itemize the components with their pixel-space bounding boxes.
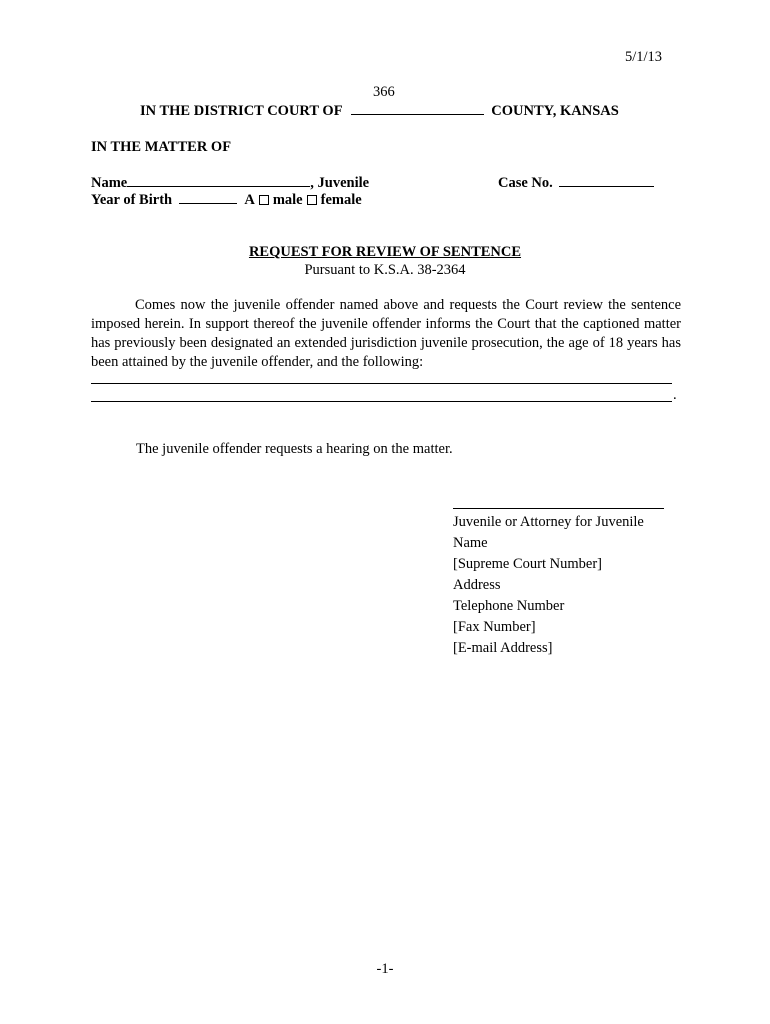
case-no-row (498, 173, 654, 192)
signature-line[interactable] (453, 508, 664, 509)
signature-email: [E-mail Address] (453, 640, 553, 656)
case-no-label: Case No. (498, 175, 553, 191)
detail-line-1[interactable] (91, 383, 672, 384)
female-label: female (320, 192, 362, 208)
case-no-blank[interactable] (559, 173, 654, 187)
court-suffix: COUNTY, KANSAS (491, 103, 619, 119)
juvenile-label: , Juvenile (310, 175, 370, 191)
document-subtitle: Pursuant to K.S.A. 38-2364 (304, 262, 466, 278)
name-label: Name (91, 175, 128, 191)
county-blank[interactable] (351, 101, 484, 115)
matter-label: IN THE MATTER OF (91, 139, 232, 155)
document-title: REQUEST FOR REVIEW OF SENTENCE (248, 244, 522, 260)
form-date: 5/1/13 (625, 49, 663, 65)
male-label: male (272, 192, 303, 208)
a-label: A (244, 192, 255, 208)
male-checkbox[interactable] (259, 195, 269, 205)
hearing-request: The juvenile offender requests a hearing on the matter. (136, 441, 453, 457)
signature-fax: [Fax Number] (453, 619, 536, 635)
signature-telephone: Telephone Number (453, 598, 565, 614)
detail-line-period: . (673, 387, 677, 403)
signature-title: Juvenile or Attorney for Juvenile (453, 514, 644, 530)
signature-address: Address (453, 577, 501, 593)
year-of-birth-blank[interactable] (179, 190, 237, 204)
court-heading (140, 101, 619, 120)
signature-supreme-court-number: [Supreme Court Number] (453, 556, 602, 572)
name-blank[interactable] (127, 173, 310, 187)
form-number: 366 (373, 84, 395, 100)
detail-line-2[interactable] (91, 401, 672, 402)
body-paragraph: Comes now the juvenile offender named above and requests the Court review the sentence imposed herein. In support thereof the juvenile offender informs the Court that the captioned matter has previously been designated an extended jurisdiction juvenile prosecution, the age of 18 years has been attained by the juvenile offender, and the following: (91, 297, 681, 370)
signature-block (453, 512, 644, 659)
year-of-birth-label: Year of Birth (91, 192, 173, 208)
page-number: -1- (376, 961, 394, 977)
signature-name: Name (453, 535, 488, 551)
year-of-birth-row (91, 190, 362, 209)
female-checkbox[interactable] (307, 195, 317, 205)
court-prefix: IN THE DISTRICT COURT OF (140, 103, 343, 119)
